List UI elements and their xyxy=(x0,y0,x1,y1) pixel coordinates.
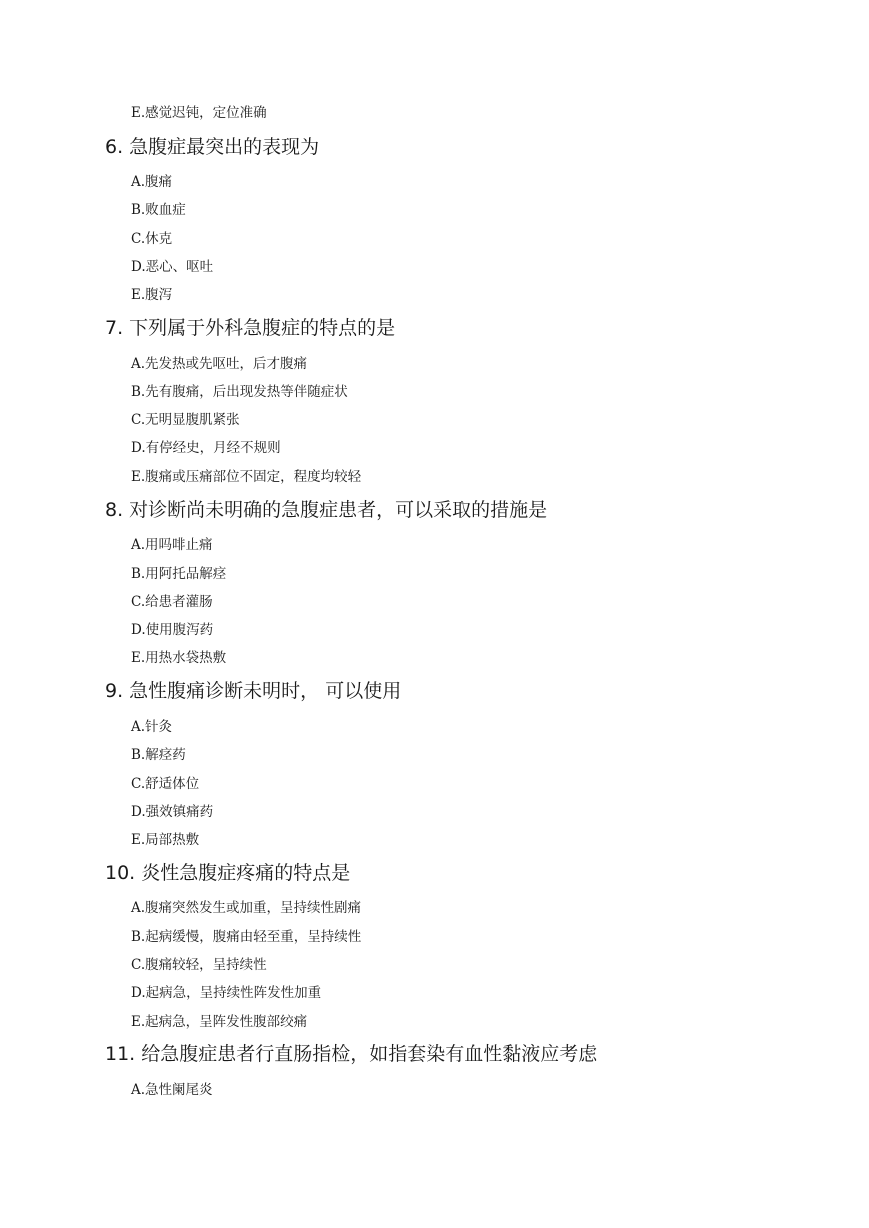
option-q7-d: D.有停经史，月经不规则 xyxy=(131,440,281,456)
option-q9-c: C.舒适体位 xyxy=(131,776,200,792)
option-q10-b: B.起病缓慢，腹痛由轻至重，呈持续性 xyxy=(131,929,362,945)
question-11: 11. 给急腹症患者行直肠指检，如指套染有血性黏液应考虑 xyxy=(105,1043,598,1065)
option-q8-d: D.使用腹泻药 xyxy=(131,622,214,638)
option-q7-b: B.先有腹痛，后出现发热等伴随症状 xyxy=(131,384,348,400)
option-q9-d: D.强效镇痛药 xyxy=(131,804,214,820)
option-q6-d: D.恶心、呕吐 xyxy=(131,259,214,275)
option-q7-a: A.先发热或先呕吐，后才腹痛 xyxy=(131,356,308,372)
option-q7-e: E.腹痛或压痛部位不固定，程度均较轻 xyxy=(131,469,362,485)
option-q6-c: C.休克 xyxy=(131,231,173,247)
option-q8-e: E.用热水袋热敷 xyxy=(131,650,227,666)
question-7: 7. 下列属于外科急腹症的特点的是 xyxy=(105,317,396,339)
option-q9-a: A.针灸 xyxy=(131,719,173,735)
option-q9-b: B.解痉药 xyxy=(131,747,186,763)
question-10: 10. 炎性急腹症疼痛的特点是 xyxy=(105,862,351,884)
option-q10-c: C.腹痛较轻，呈持续性 xyxy=(131,957,267,973)
question-6: 6. 急腹症最突出的表现为 xyxy=(105,136,320,158)
option-q6-e: E.腹泻 xyxy=(131,287,173,303)
option-q5-e: E.感觉迟钝，定位准确 xyxy=(131,105,267,121)
option-q11-a: A.急性阑尾炎 xyxy=(131,1082,213,1098)
option-q7-c: C.无明显腹肌紧张 xyxy=(131,412,240,428)
option-q8-c: C.给患者灌肠 xyxy=(131,594,213,610)
option-q6-a: A.腹痛 xyxy=(131,174,173,190)
option-q10-e: E.起病急，呈阵发性腹部绞痛 xyxy=(131,1014,308,1030)
option-q8-a: A.用吗啡止痛 xyxy=(131,537,213,553)
option-q8-b: B.用阿托品解痉 xyxy=(131,566,227,582)
option-q10-d: D.起病急，呈持续性阵发性加重 xyxy=(131,985,322,1001)
question-8: 8. 对诊断尚未明确的急腹症患者，可以采取的措施是 xyxy=(105,499,548,521)
question-9: 9. 急性腹痛诊断未明时， 可以使用 xyxy=(105,680,402,702)
option-q9-e: E.局部热敷 xyxy=(131,832,200,848)
option-q6-b: B.败血症 xyxy=(131,202,186,218)
option-q10-a: A.腹痛突然发生或加重，呈持续性剧痛 xyxy=(131,900,362,916)
